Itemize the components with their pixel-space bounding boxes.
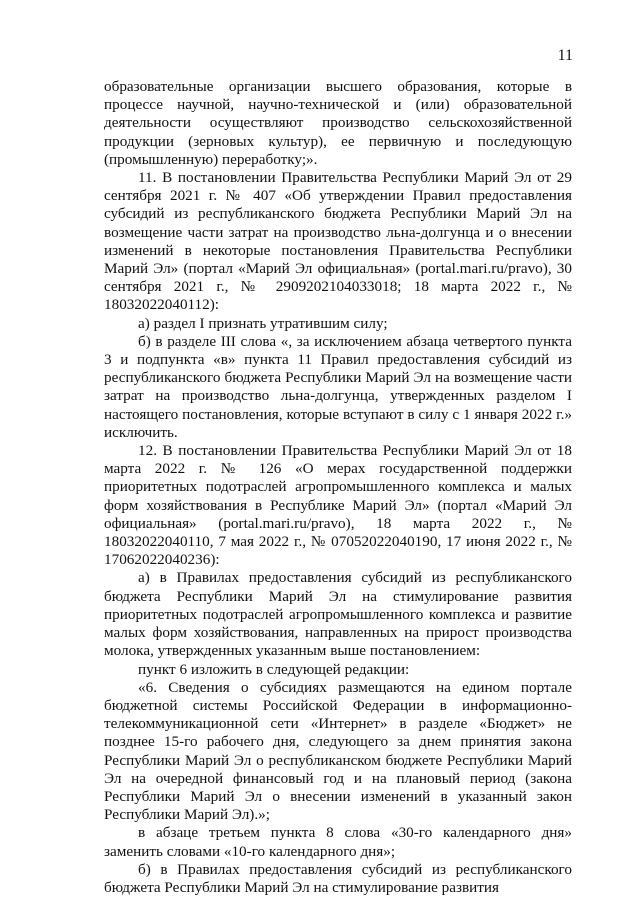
paragraph-item-12-b: б) в Правилах предоставления субсидий из республиканского бюджета Республики Марий Эл на стимулирование развития	[104, 860, 572, 896]
paragraph-item-11-b: б) в разделе III слова «, за исключением абзаца четвертого пункта 3 и подпункта «в» пункта 11 Правил предоставления субсидий из республиканского бюджета Республики Марий Эл на возмещение части затрат на производство льна-долгунца, утвержденных разделом I настоящего постановления, которые вступают в силу с 1 января 2022 г.» исключить.	[104, 332, 572, 441]
document-body	[104, 78, 572, 897]
paragraph-point-6-intro: пункт 6 изложить в следующей редакции:	[138, 660, 410, 678]
paragraph-continuation: образовательные организации высшего образования, которые в процессе научной, научно-технической и (или) образовательной деятельности осуществляют производство сельскохозяйственной продукции (зерновых культур), ее первичную и последующую (промышленную) переработку;».	[104, 78, 572, 168]
paragraph-item-12-a: а) в Правилах предоставления субсидий из республиканского бюджета Республики Марий Эл на стимулирование развития приоритетных подотраслей агропромышленного комплекса и развитие малых форм хозяйствования, направленных на прирост производства молока, утвержденных указанным выше постановлением:	[104, 569, 572, 660]
paragraph-point-8-change: в абзаце третьем пункта 8 слова «30-го календарного дня» заменить словами «10-го календарного дня»;	[104, 824, 572, 860]
paragraph-item-11-a: а) раздел I признать утратившим силу;	[138, 314, 388, 332]
paragraph-point-6-text: «6. Сведения о субсидиях размещаются на едином портале бюджетной системы Российской Федерации в информационно-телекоммуникационной сети «Интернет» в разделе «Бюджет» не позднее 15-го рабочего дня, следующего за днем принятия закона Республики Марий Эл о республиканском бюджете Республики Марий Эл на очередной финансовый год и на плановый период (закона Республики Марий Эл о внесении изменений в указанный закон Республики Марий Эл).»;	[104, 678, 572, 824]
paragraph-item-11: 11. В постановлении Правительства Республики Марий Эл от 29 сентября 2021 г. № 407 «Об утверждении Правил предоставления субсидий из республиканского бюджета Республики Марий Эл на возмещение части затрат на производство льна-долгунца и о внесении изменений в некоторые постановления Правительства Республики Марий Эл» (портал «Марий Эл официальная» (portal.mari.ru/pravo), 30 сентября 2021 г., № 2909202104033018; 18 марта 2022 г., № 18032022040112):	[104, 169, 572, 314]
page-number: 11	[557, 47, 573, 64]
paragraph-item-12: 12. В постановлении Правительства Республики Марий Эл от 18 марта 2022 г. № 126 «О мерах государственной поддержки приоритетных подотраслей агропромышленного комплекса и малых форм хозяйствования в Республике Марий Эл» (портал «Марий Эл официальная» (portal.mari.ru/pravo), 18 марта 2022 г., № 18032022040110, 7 мая 2022 г., № 07052022040190, 17 июня 2022 г., № 17062022040236):	[104, 442, 572, 569]
